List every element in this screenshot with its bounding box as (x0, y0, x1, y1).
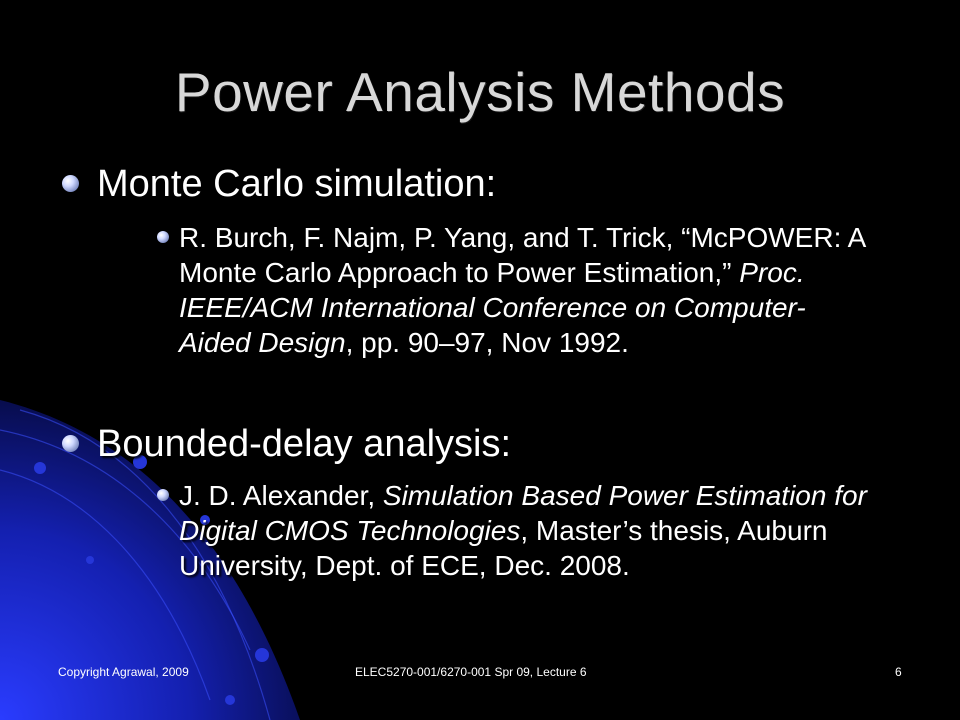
slide-number: 6 (895, 665, 902, 679)
bullet-heading: Bounded-delay analysis: (97, 423, 512, 465)
bullet-heading: Monte Carlo simulation: (97, 163, 497, 205)
sub-bullet-icon (157, 231, 169, 243)
sub-bullet-icon (157, 489, 169, 501)
footer-course: ELEC5270-001/6270-001 Spr 09, Lecture 6 (355, 665, 587, 679)
reference-text: R. Burch, F. Najm, P. Yang, and T. Trick, “McPOWER: A Monte Carlo Approach to Power Estimation,” Proc. IEEE/ACM International Conference on Computer-Aided Design, pp. 90–97, Nov 1992. (179, 222, 865, 358)
bullet-icon (62, 175, 79, 192)
reference-monte-carlo (157, 220, 877, 360)
reference-bounded-delay (157, 478, 877, 583)
slide-title: Power Analysis Methods (174, 61, 786, 123)
footer-copyright: Copyright Agrawal, 2009 (58, 665, 189, 679)
reference-text: J. D. Alexander, Simulation Based Power Estimation for Digital CMOS Technologies, Master’s thesis, Auburn University, Dept. of ECE, Dec. 2008. (179, 480, 867, 581)
bullet-icon (62, 435, 79, 452)
bullet-bounded-delay (62, 422, 922, 466)
bullet-monte-carlo (62, 162, 922, 206)
